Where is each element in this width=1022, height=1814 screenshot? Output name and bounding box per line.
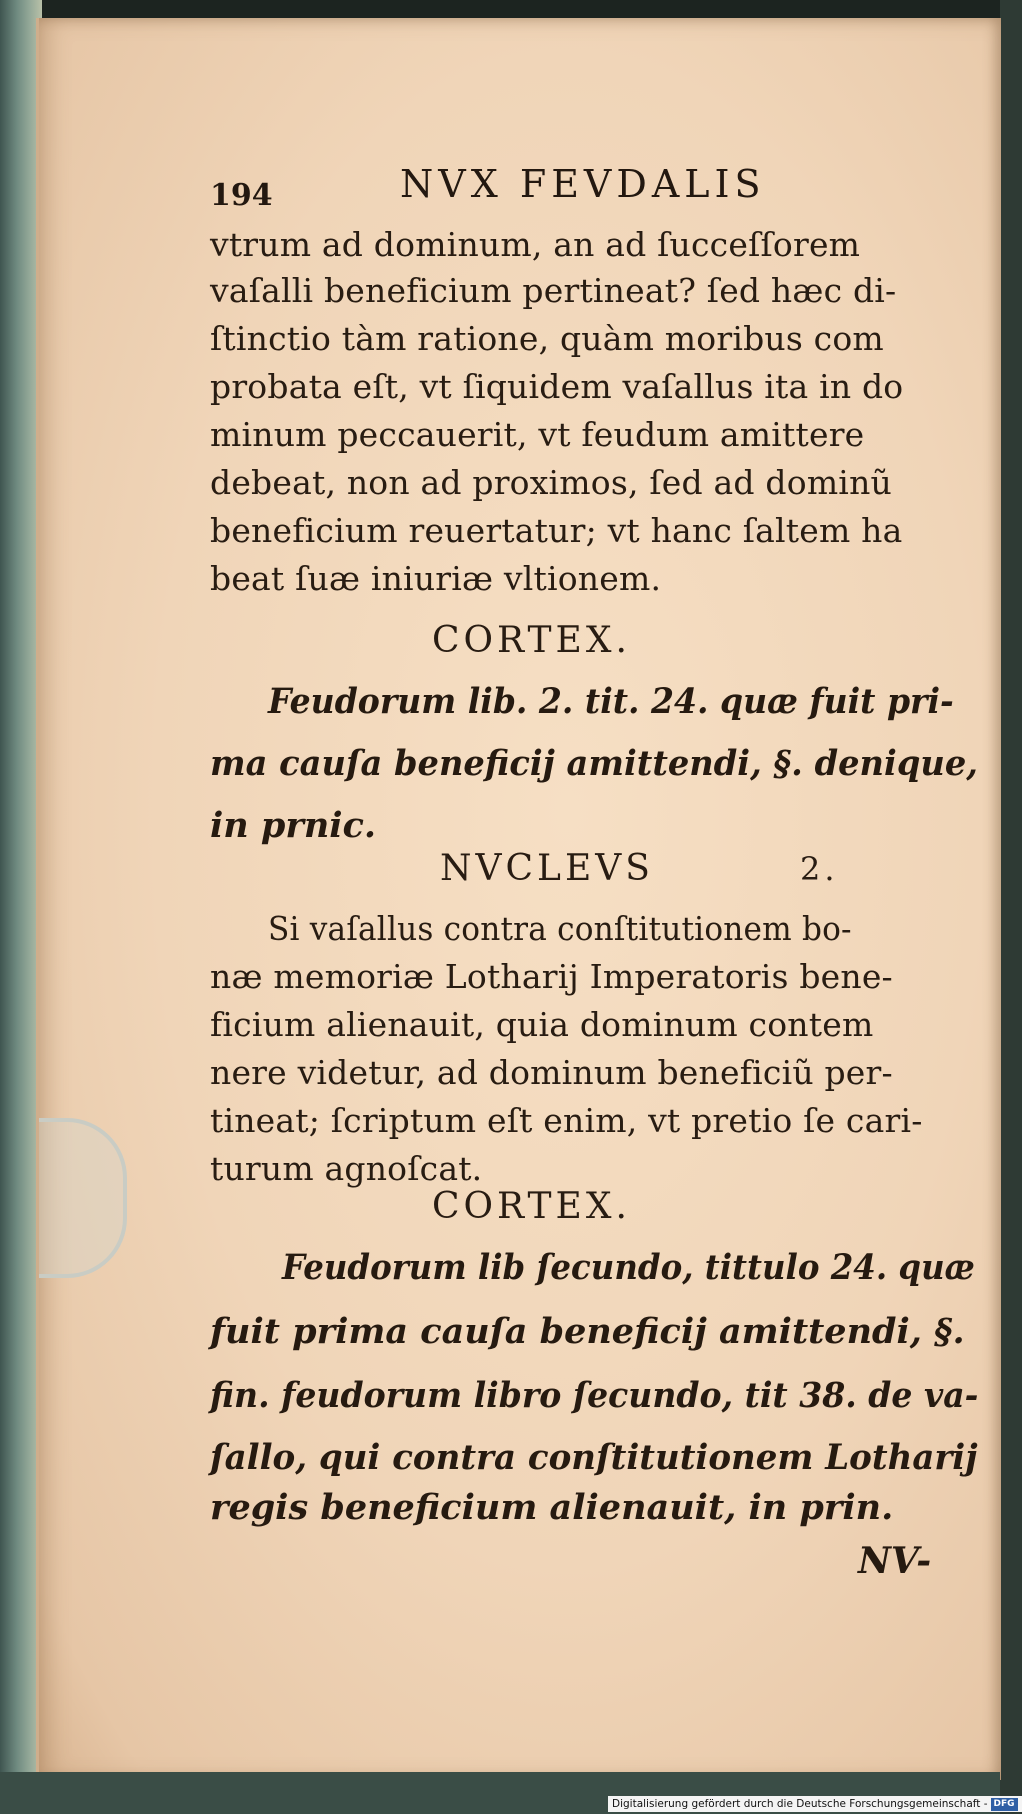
text-line: minum peccauerit, vt feudum amittere: [210, 415, 865, 454]
text-line: Si vaſallus contra conſtitutionem bo-: [268, 909, 852, 948]
text-line: vtrum ad dominum, an ad ſucceſſorem: [210, 225, 861, 264]
cortex-line: Feudorum lib. 2. tit. 24. quæ fuit pri-: [268, 681, 954, 722]
digitization-credit: [608, 1796, 1022, 1812]
cortex-line: Feudorum lib ſecundo, tittulo 24. quæ: [282, 1247, 975, 1288]
cortex-line: regis beneficium alienauit, in prin.: [210, 1487, 894, 1528]
cortex-line: in prnic.: [210, 805, 377, 846]
cortex-line: ma cauſa beneficij amittendi, §. denique,: [210, 743, 979, 784]
page-number: 194: [210, 178, 273, 213]
cortex-line: fin. feudorum libro ſecundo, tit 38. de va-: [210, 1375, 979, 1416]
text-line: ſtinctio tàm ratione, quàm moribus com: [210, 319, 884, 358]
cortex-heading: CORTEX.: [432, 620, 631, 661]
catchword: NV-: [858, 1540, 932, 1582]
credit-text: Digitalisierung gefördert durch die Deutsche Forschungsgemeinschaft -: [612, 1798, 988, 1810]
text-line: vaſalli beneficium pertineat? ſed hæc di-: [210, 271, 897, 310]
page-clip: [39, 1118, 127, 1278]
nucleus-heading: NVCLEVS: [440, 848, 654, 889]
text-line: ficium alienauit, quia dominum contem: [210, 1005, 874, 1044]
text-line: beneficium reuertatur; vt hanc ſaltem ha: [210, 511, 903, 550]
text-line: tineat; ſcriptum eſt enim, vt pretio ſe cari-: [210, 1101, 923, 1140]
text-line: debeat, non ad proximos, ſed ad dominũ: [210, 463, 892, 502]
cortex-line: ſallo, qui contra conſtitutionem Lotharij: [210, 1437, 978, 1478]
cortex-heading: CORTEX.: [432, 1186, 631, 1227]
text-line: nere videtur, ad dominum beneficiũ per-: [210, 1053, 893, 1092]
dfg-logo: DFG: [991, 1798, 1018, 1811]
nucleus-number: 2.: [800, 850, 839, 888]
text-line: turum agnoſcat.: [210, 1149, 483, 1188]
cortex-line: fuit prima cauſa beneficij amittendi, §.: [210, 1311, 965, 1352]
page-header: [210, 162, 910, 222]
text-line: probata eſt, vt ſiquidem vaſallus ita in do: [210, 367, 904, 406]
text-line: beat ſuæ iniuriæ vltionem.: [210, 559, 662, 598]
text-line: næ memoriæ Lotharij Imperatoris bene-: [210, 957, 893, 996]
running-title: NVX FEVDALIS: [400, 162, 766, 206]
